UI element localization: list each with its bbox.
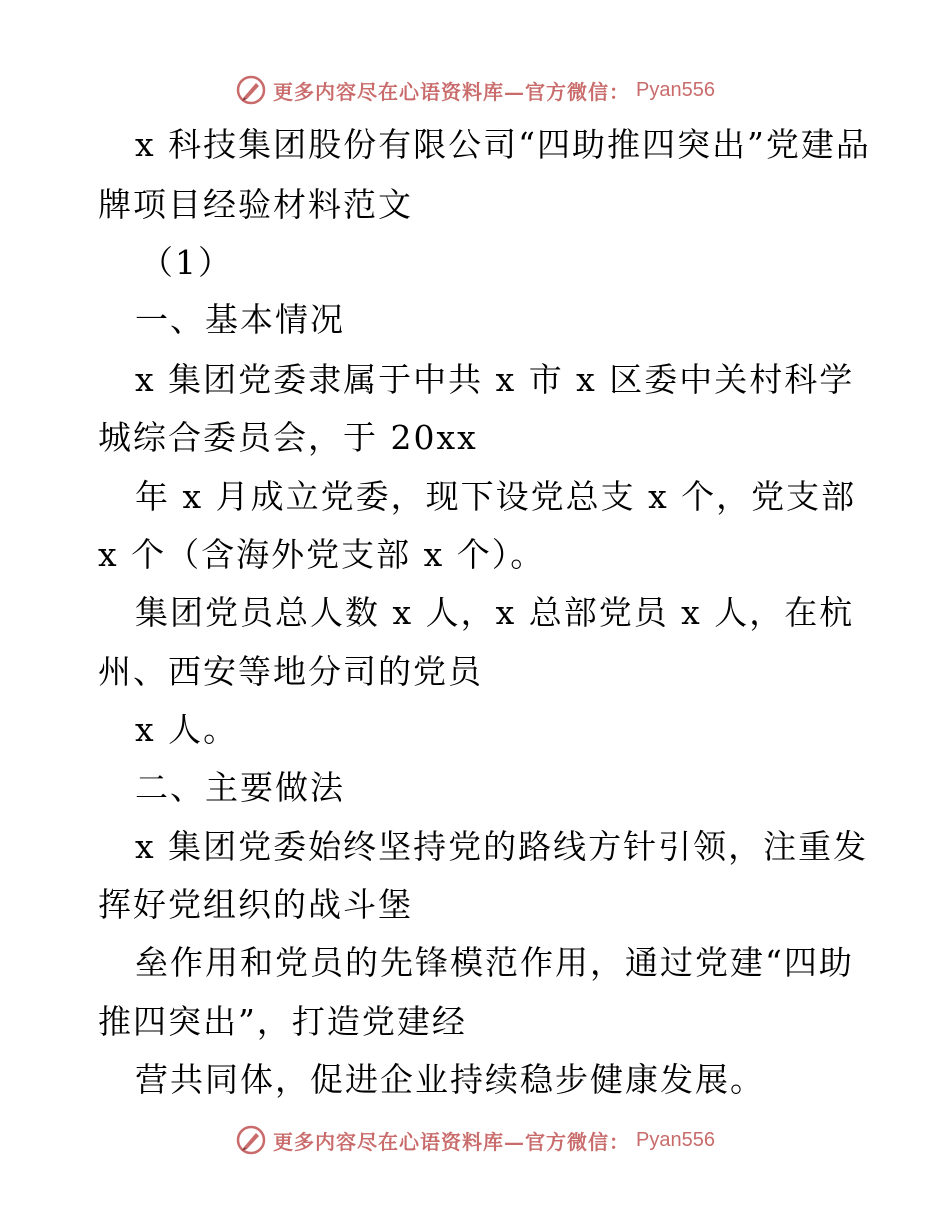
heading-basic-situation: 一、基本情况 — [135, 300, 345, 339]
paragraph-line: 城综合委员会，于 20xx — [98, 418, 478, 457]
paragraph-line: x 个（含海外党支部 x 个）。 — [98, 535, 546, 574]
paragraph-line: 垒作用和党员的先锋模范作用，通过党建“四助 — [135, 943, 854, 982]
paragraph-line: x 集团党委始终坚持党的路线方针引领，注重发 — [135, 827, 869, 866]
banner-text: 更多内容尽在心语资料库—官方微信： — [273, 79, 631, 104]
paragraph-line: 挥好党组织的战斗堡 — [98, 885, 413, 924]
banner-text: 更多内容尽在心语资料库—官方微信： — [273, 1129, 631, 1154]
section-number: （1） — [140, 243, 233, 282]
heading-main-practices: 二、主要做法 — [135, 768, 345, 807]
paragraph-line: x 集团党委隶属于中共 x 市 x 区委中关村科学 — [135, 360, 855, 399]
paragraph-line: 集团党员总人数 x 人，x 总部党员 x 人，在杭 — [135, 593, 855, 632]
paragraph-line: 推四突出”，打造党建经 — [98, 1002, 467, 1041]
header-banner — [0, 70, 950, 110]
paragraph-line: 年 x 月成立党委，现下设党总支 x 个，党支部 — [135, 477, 857, 516]
title-line-2: 牌项目经验材料范文 — [98, 185, 413, 224]
banner-wechat-id: Pyan556 — [636, 1128, 715, 1151]
pen-logo-icon — [235, 74, 267, 106]
footer-banner — [0, 1120, 950, 1160]
banner-wechat-id: Pyan556 — [636, 78, 715, 101]
title-line-1: x 科技集团股份有限公司“四助推四突出”党建品 — [135, 125, 871, 164]
paragraph-line: x 人。 — [135, 710, 239, 749]
paragraph-line: 营共同体，促进企业持续稳步健康发展。 — [135, 1060, 765, 1099]
paragraph-line: 州、西安等地分司的党员 — [98, 652, 483, 691]
pen-logo-icon — [235, 1124, 267, 1156]
